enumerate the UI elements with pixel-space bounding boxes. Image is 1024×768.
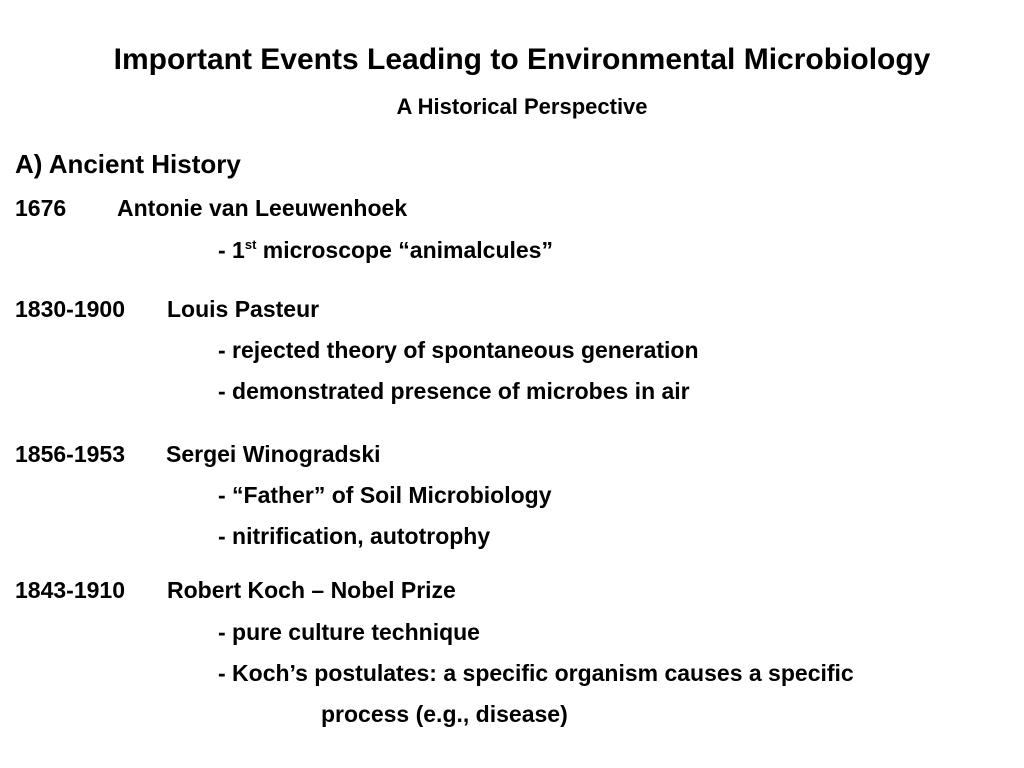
slide-title: Important Events Leading to Environmental Microbiology — [113, 43, 931, 76]
event-detail — [218, 237, 553, 264]
detail-superscript: st — [244, 237, 257, 252]
event-name: Sergei Winogradski — [166, 441, 381, 467]
event-years: 1830-1900 — [15, 296, 125, 322]
event-years: 1843-1910 — [15, 577, 125, 603]
event-detail: - demonstrated presence of microbes in air — [218, 378, 690, 404]
event-name: Louis Pasteur — [167, 296, 320, 322]
event-name: Robert Koch – Nobel Prize — [167, 577, 456, 603]
event-name: Antonie van Leeuwenhoek — [117, 195, 408, 221]
event-years: 1856-1953 — [15, 441, 125, 467]
detail-text: microscope “animalcules” — [256, 237, 553, 263]
section-heading: A) Ancient History — [15, 149, 241, 179]
event-detail: - “Father” of Soil Microbiology — [218, 482, 552, 508]
slide-subtitle: A Historical Perspective — [396, 94, 648, 119]
event-detail-continuation: process (e.g., disease) — [321, 701, 568, 727]
event-years: 1676 — [15, 195, 67, 221]
event-detail: - nitrification, autotrophy — [218, 523, 491, 549]
detail-prefix: - 1 — [218, 237, 245, 263]
event-detail: - pure culture technique — [218, 619, 480, 645]
event-detail: - rejected theory of spontaneous generation — [218, 337, 699, 363]
event-detail: - Koch’s postulates: a specific organism causes a specific — [218, 660, 854, 686]
